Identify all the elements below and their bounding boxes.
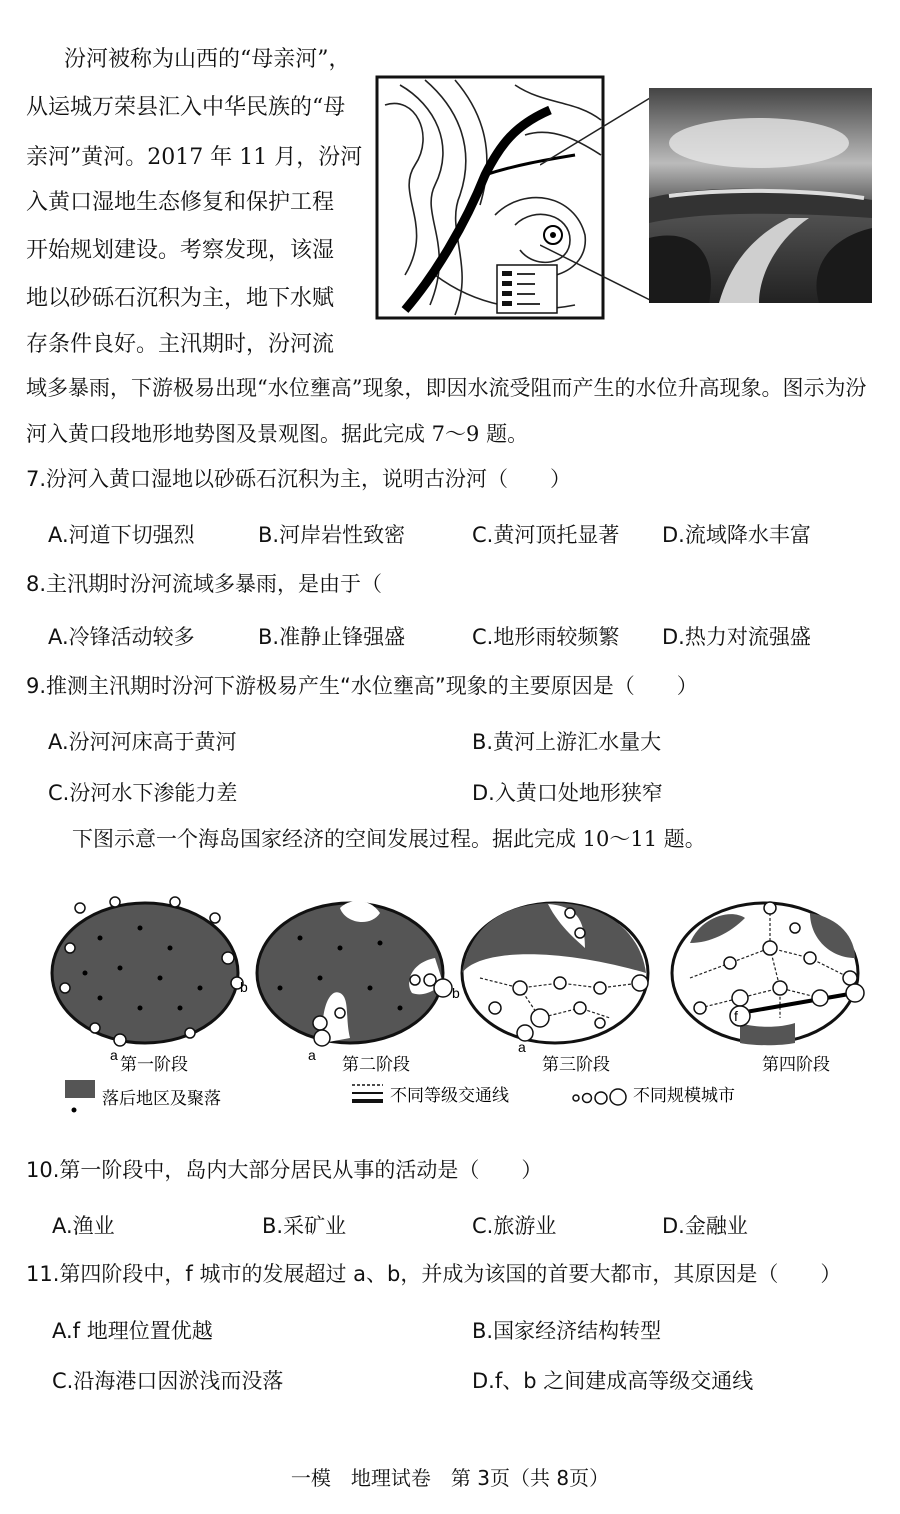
option-d: D.金融业 bbox=[662, 1214, 748, 1238]
option-c: C.地形雨较频繁 bbox=[472, 625, 620, 649]
intro-line: 域多暴雨，下游极易出现“水位壅高”现象，即因水流受阻而产生的水位升高现象。图示为汾 bbox=[26, 376, 867, 400]
question-stem: 11.第四阶段中，f 城市的发展超过 a、b，并成为该国的首要大都市，其原因是（ ） bbox=[26, 1262, 842, 1286]
option-a: A.冷锋活动较多 bbox=[48, 625, 195, 649]
legend-backward-swatch bbox=[65, 1080, 95, 1098]
option-c: C.汾河水下渗能力差 bbox=[48, 781, 238, 805]
intro-line: 亲河”黄河。2017 年 11 月，汾河 bbox=[26, 145, 363, 170]
stage-3-island bbox=[462, 903, 648, 1055]
intro-line: 存条件良好。主汛期时，汾河流 bbox=[26, 332, 335, 357]
option-a: A.f 地理位置优越 bbox=[52, 1319, 213, 1343]
label-a: a bbox=[518, 1039, 526, 1055]
intro-line: 地以砂砾石沉积为主，地下水赋 bbox=[26, 286, 335, 311]
stage-label: 第一阶段 bbox=[120, 1055, 188, 1074]
option-c: C.旅游业 bbox=[472, 1214, 557, 1238]
question-stem: 7.汾河入黄口湿地以砂砾石沉积为主，说明古汾河（ ） bbox=[26, 467, 572, 491]
option-d: D.流域降水丰富 bbox=[662, 523, 811, 547]
stage-2-island bbox=[257, 901, 460, 1063]
question-stem: 9.推测主汛期时汾河下游极易产生“水位壅高”现象的主要原因是（ ） bbox=[26, 674, 698, 698]
intro-line: 开始规划建设。考察发现，该湿 bbox=[26, 238, 335, 263]
landscape-photo bbox=[649, 88, 872, 303]
island-stages-figure bbox=[40, 888, 880, 1123]
option-b: B.采矿业 bbox=[262, 1214, 347, 1238]
question-stem: 10.第一阶段中，岛内大部分居民从事的活动是（ ） bbox=[26, 1158, 543, 1182]
section-intro: 下图示意一个海岛国家经济的空间发展过程。据此完成 10～11 题。 bbox=[72, 827, 706, 851]
option-a: A.河道下切强烈 bbox=[48, 523, 195, 547]
legend-cities-label: 不同规模城市 bbox=[633, 1086, 735, 1105]
label-a: a bbox=[110, 1047, 118, 1063]
legend-backward-label: 落后地区及聚落 bbox=[102, 1089, 221, 1108]
option-b: B.准静止锋强盛 bbox=[258, 625, 406, 649]
option-d: D.热力对流强盛 bbox=[662, 625, 811, 649]
option-b: B.黄河上游汇水量大 bbox=[472, 730, 662, 754]
option-b: B.河岸岩性致密 bbox=[258, 523, 406, 547]
label-b: b bbox=[240, 979, 248, 995]
stage-label: 第二阶段 bbox=[342, 1055, 410, 1074]
option-c: C.沿海港口因淤浅而没落 bbox=[52, 1369, 284, 1393]
option-d: D.入黄口处地形狭窄 bbox=[472, 781, 663, 805]
label-b: b bbox=[452, 985, 460, 1001]
legend-transport-label: 不同等级交通线 bbox=[390, 1086, 509, 1105]
option-d: D.f、b 之间建成高等级交通线 bbox=[472, 1369, 754, 1393]
option-b: B.国家经济结构转型 bbox=[472, 1319, 662, 1343]
intro-line: 河入黄口段地形地势图及景观图。据此完成 7～9 题。 bbox=[26, 422, 529, 446]
option-a: A.汾河河床高于黄河 bbox=[48, 730, 237, 754]
intro-line: 汾河被称为山西的“母亲河”， bbox=[64, 47, 351, 72]
question-stem: 8.主汛期时汾河流域多暴雨，是由于（ bbox=[26, 572, 383, 596]
label-a: a bbox=[308, 1047, 316, 1063]
stage-4-island bbox=[672, 902, 864, 1045]
intro-line: 从运城万荣县汇入中华民族的“母 bbox=[26, 95, 346, 120]
stage-1-island bbox=[52, 897, 248, 1063]
option-c: C.黄河顶托显著 bbox=[472, 523, 620, 547]
stage-label: 第三阶段 bbox=[542, 1055, 610, 1074]
label-f: f bbox=[734, 1008, 738, 1024]
option-a: A.渔业 bbox=[52, 1214, 115, 1238]
page-footer: 一模 地理试卷 第 3页（共 8页） bbox=[290, 1466, 610, 1490]
stage-label: 第四阶段 bbox=[762, 1055, 830, 1074]
pointer-lines bbox=[540, 90, 660, 310]
intro-line: 入黄口湿地生态修复和保护工程 bbox=[26, 190, 335, 215]
